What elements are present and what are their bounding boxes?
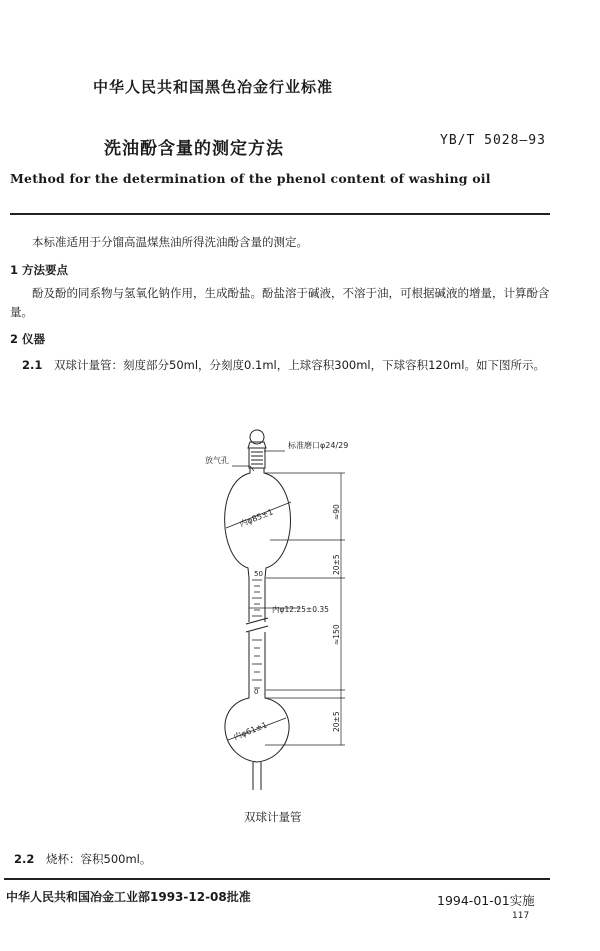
- header-rule: [10, 213, 550, 215]
- vent-label: 放气孔: [205, 456, 229, 465]
- figure-caption: 双球计量管: [244, 810, 302, 824]
- page-number: 117: [512, 911, 530, 921]
- approval-line: 中华人民共和国冶金工业部1993-12-08批准: [6, 890, 251, 904]
- item-2-1-text: 双球计量管：刻度部分50ml，分刻度0.1ml，上球容积300ml，下球容积120ml。如下图所示。: [54, 358, 545, 372]
- dimension-upper-label: ≈90: [332, 504, 341, 520]
- scale-top-label: 50: [254, 570, 263, 578]
- dimension-tube-label: ≈150: [332, 624, 341, 645]
- upper-bulb-diameter-label: 内φ85±1: [238, 507, 275, 529]
- dimension-lower-label: 20±5: [332, 711, 341, 732]
- item-2-2: [10, 850, 151, 869]
- scale-bottom-label: 0: [254, 688, 259, 696]
- upper-bulb: [225, 468, 291, 578]
- upper-tube: [249, 578, 265, 622]
- document-title-chinese: 洗油酚含量的测定方法: [104, 139, 284, 159]
- scale-graduation: [252, 580, 262, 688]
- stopper: [248, 430, 266, 468]
- section-1-heading: 1 方法要点: [10, 263, 69, 277]
- section-2-heading: 2 仪器: [10, 332, 46, 346]
- item-2-1: [10, 356, 555, 375]
- document-title-english: Method for the determination of the phenol content of washing oil: [10, 171, 491, 186]
- item-2-1-number: 2.1: [22, 358, 43, 372]
- issuing-body: 中华人民共和国黑色冶金行业标准: [93, 78, 334, 96]
- joint-label: 标准磨口φ24/29: [288, 441, 349, 450]
- item-2-2-text: 烧杯：容积500ml。: [46, 852, 152, 866]
- section-1-text: 酚及酚的同系物与氢氧化钠作用，生成酚盐。酚盐溶于碱液，不溶于油，可根据碱液的增量，计算酚含量。: [10, 286, 550, 319]
- dimension-neck-label: 20±5: [332, 554, 341, 575]
- lower-bulb-diameter-label: 内φ61±1: [232, 720, 269, 742]
- effective-date: 1994-01-01实施: [437, 893, 535, 908]
- tube-diameter-label: 内φ12.25±0.35: [272, 605, 329, 614]
- standard-number: YB/T 5028—93: [440, 133, 546, 148]
- bottom-stem: [253, 762, 261, 790]
- footer-rule: [4, 878, 550, 880]
- double-bulb-tube-figure: [180, 420, 390, 795]
- lower-tube: [249, 632, 265, 695]
- scope-paragraph: 本标准适用于分馏高温煤焦油所得洗油酚含量的测定。: [32, 235, 308, 249]
- item-2-2-number: 2.2: [14, 852, 35, 866]
